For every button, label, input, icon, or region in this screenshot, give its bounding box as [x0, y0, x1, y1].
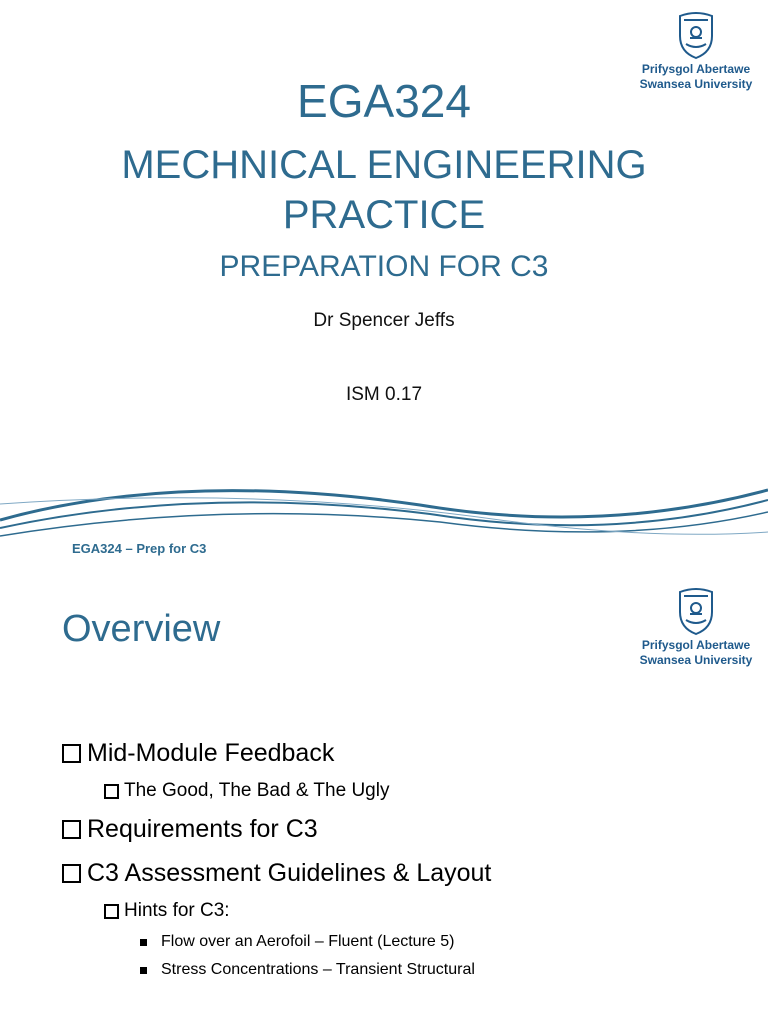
logo-text-english: Swansea University [639, 77, 753, 91]
lecture-code: ISM 0.17 [345, 384, 423, 405]
course-name-line-2: PRACTICE [282, 193, 486, 237]
checkbox-bullet-icon [62, 820, 81, 839]
bullet-item [62, 739, 334, 768]
bullet-item [104, 900, 230, 922]
course-code-title: EGA324 [297, 75, 471, 127]
bullet-text: Flow over an Aerofoil – Fluent (Lecture 5) [161, 933, 455, 950]
square-bullet-icon [140, 967, 147, 974]
logo-text-welsh: Prifysgol Abertawe [641, 62, 751, 76]
course-name-line-1: MECHNICAL ENGINEERING [121, 143, 647, 187]
overview-slide [0, 576, 768, 1024]
bullet-item [62, 815, 318, 844]
bullet-item [104, 780, 389, 802]
university-crest-icon [672, 10, 720, 60]
checkbox-bullet-icon [62, 744, 81, 763]
checkbox-bullet-icon [62, 864, 81, 883]
overview-title: Overview [62, 608, 221, 650]
decorative-swoosh [0, 480, 768, 550]
author-name: Dr Spencer Jeffs [313, 310, 455, 331]
square-bullet-icon [140, 939, 147, 946]
slide-footer: EGA324 – Prep for C3 [72, 541, 207, 556]
bullet-item [140, 961, 475, 979]
bullet-text: C3 Assessment Guidelines & Layout [87, 859, 492, 887]
logo-text-welsh: Prifysgol Abertawe [641, 638, 751, 652]
bullet-text: Mid-Module Feedback [87, 739, 335, 767]
bullet-text: Hints for C3: [124, 900, 230, 921]
bullet-item [140, 933, 454, 951]
checkbox-bullet-icon [104, 904, 119, 919]
lecture-subtitle: PREPARATION FOR C3 [219, 250, 549, 283]
bullet-list [0, 576, 768, 1024]
bullet-item [62, 859, 491, 888]
logo-text-english: Swansea University [639, 653, 753, 667]
bullet-text: Requirements for C3 [87, 815, 318, 843]
bullet-text: The Good, The Bad & The Ugly [124, 780, 390, 801]
bullet-text: Stress Concentrations – Transient Structural [161, 961, 475, 978]
course-name-title [0, 140, 768, 240]
checkbox-bullet-icon [104, 784, 119, 799]
